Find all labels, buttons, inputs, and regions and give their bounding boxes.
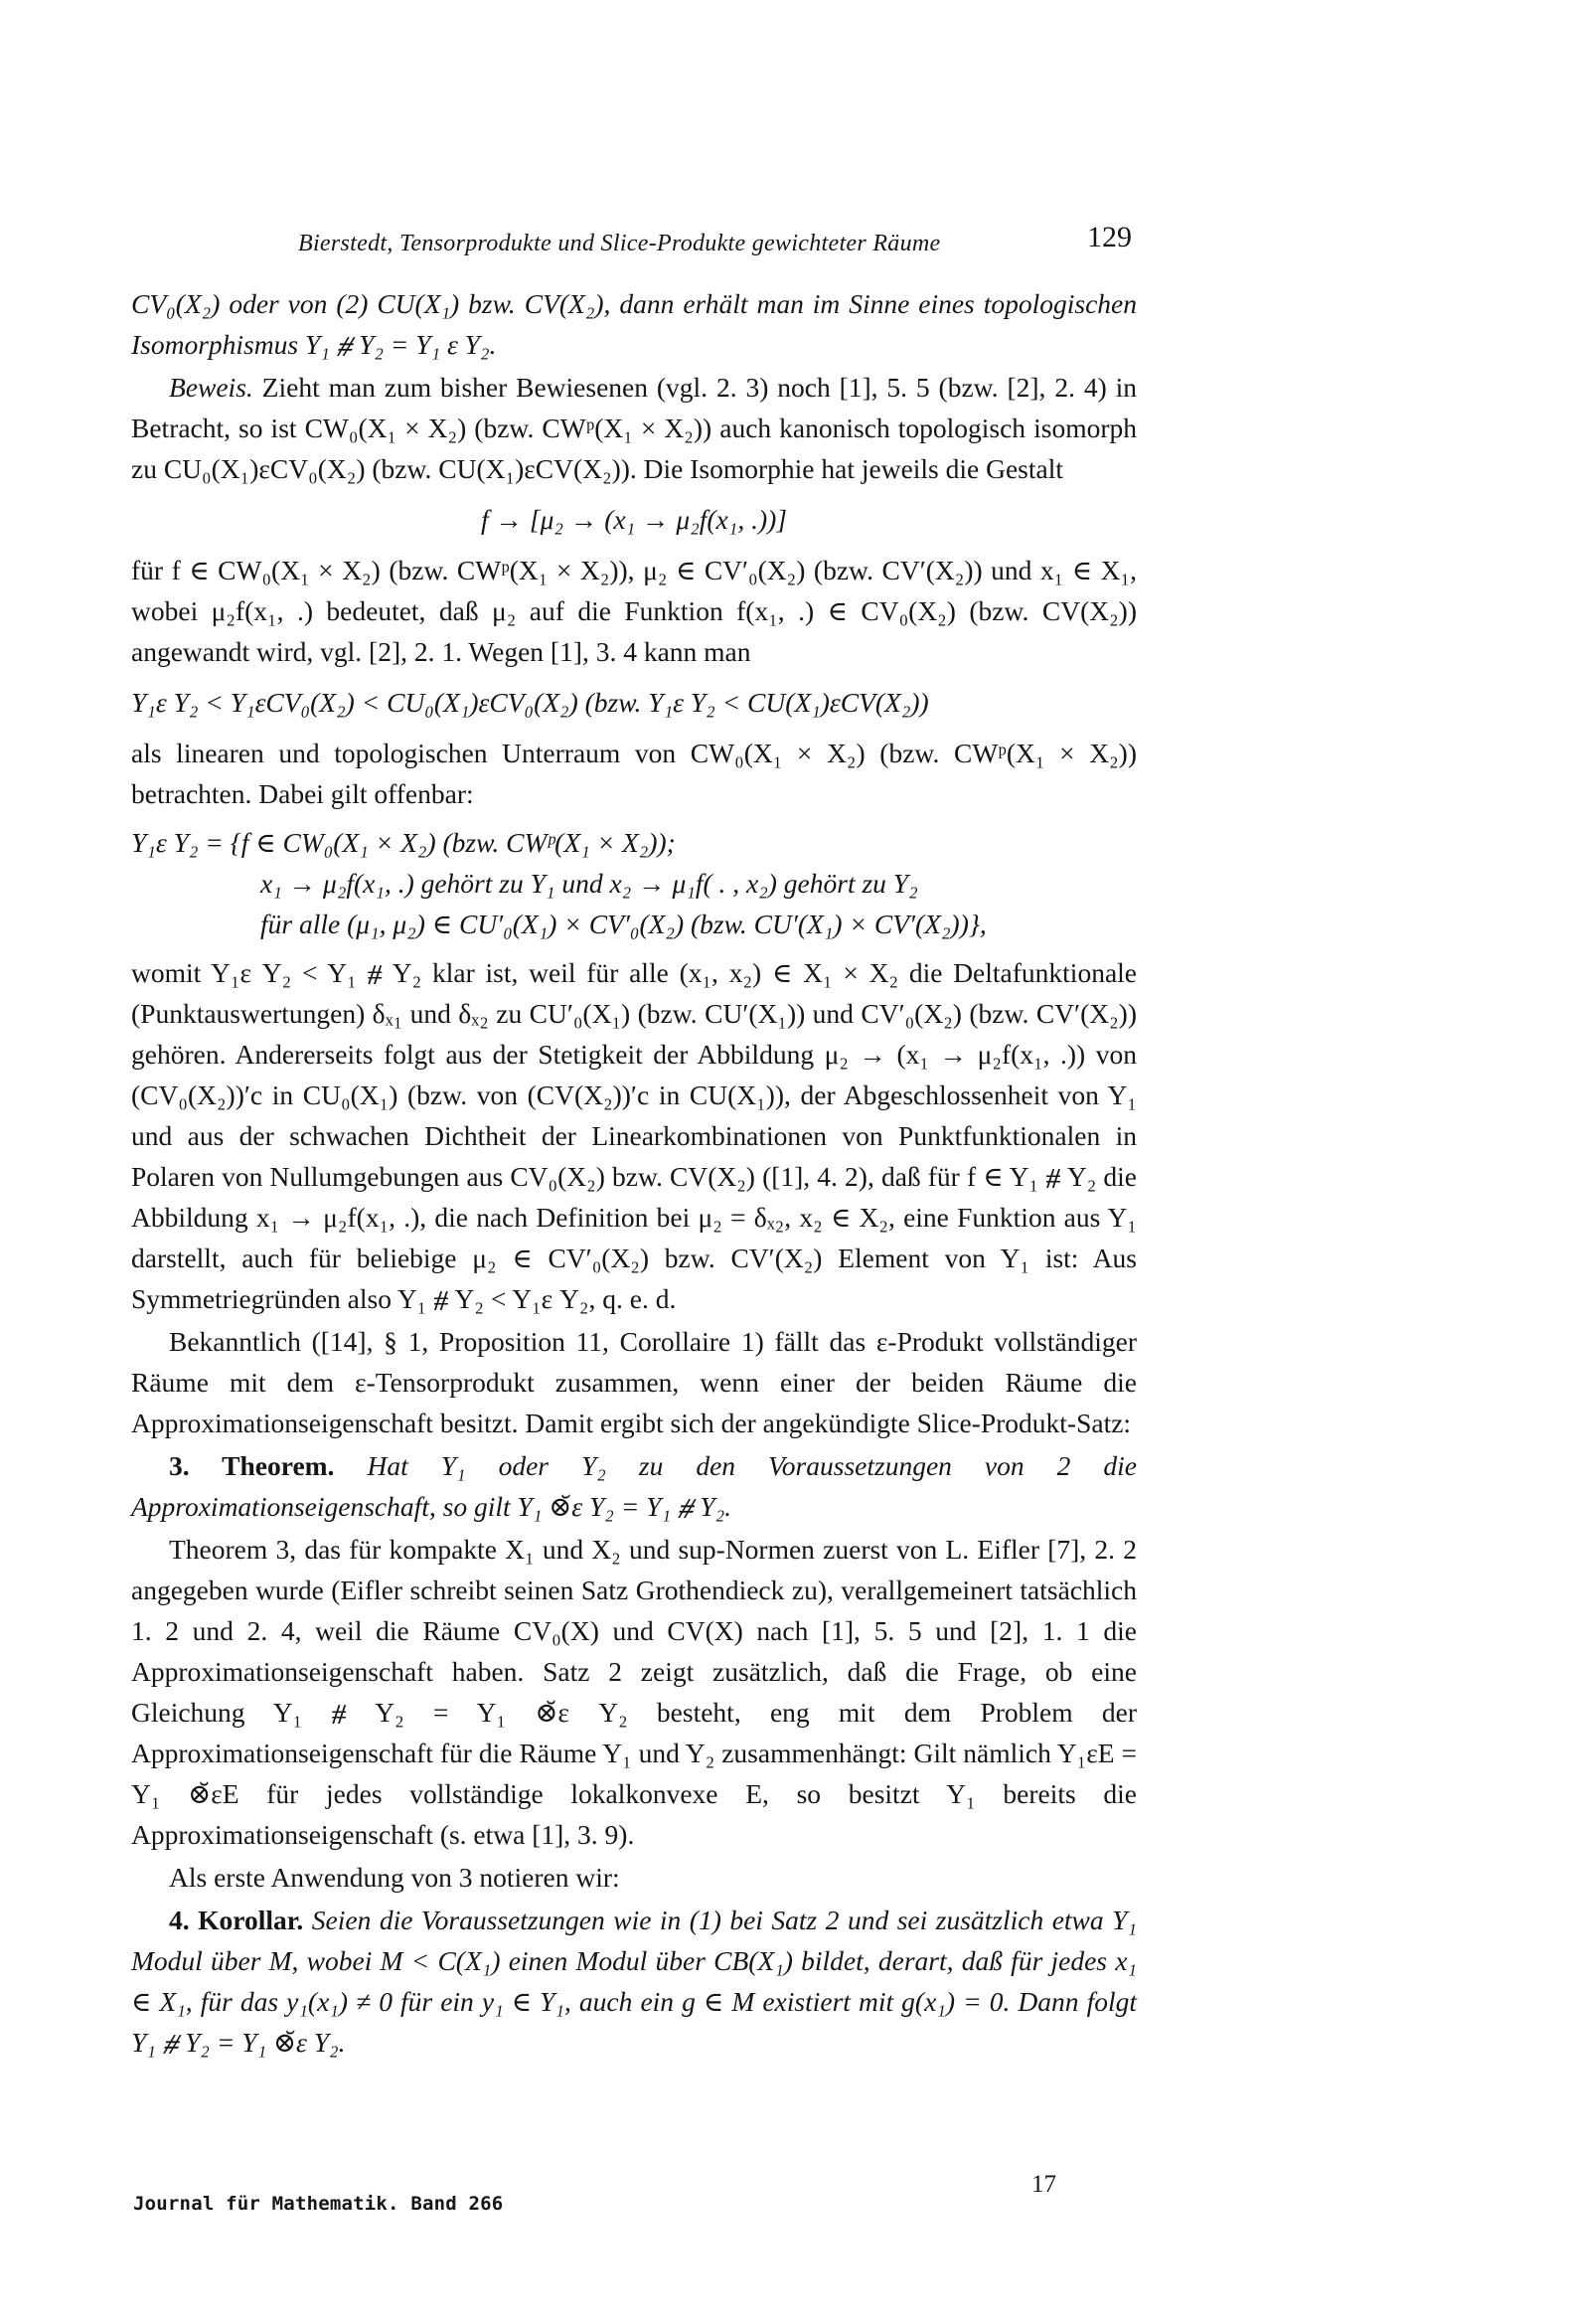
corollary-text: Seien die Voraussetzungen wie in (1) bei Satz 2 und sei zusätzlich etwa Y₁ Modul über M, wobei M < C(X₁) einen Modul über CB(X₁) bildet, derart, daß für jedes x₁ ∈ X₁, für das y₁(x₁) ≠ 0 für ein y₁ ∈ Y₁, auch ein g ∈ M existiert mit g(x₁) = 0. Dann folgt Y₁ ⧣ Y₂ = Y₁ ⊗̆ε Y₂.	[131, 1905, 1137, 2058]
equation-line-2: x₁ → μ₂f(x₁, .) gehört zu Y₁ und x₂ → μ₁f( . , x₂) gehört zu Y₂	[260, 868, 918, 899]
theorem-text: Hat Y₁ oder Y₂ zu den Voraussetzungen von 2 die Approximationseigenschaft, so gilt Y₁ ⊗̆ε Y₂ = Y₁ ⧣ Y₂.	[131, 1450, 1138, 1522]
equation-epsilon-product	[131, 822, 1137, 944]
proof-label: Beweis.	[169, 372, 253, 403]
equation-line-1: Y₁ε Y₂ = {f ∈ CW₀(X₁ × X₂) (bzw. CWᵖ(X₁ × X₂));	[131, 827, 676, 858]
equation-isomorphism: f → [μ₂ → (x₁ → μ₂f(x₁, .))]	[481, 504, 787, 535]
corollary-4	[131, 1900, 1137, 2063]
page-number: 129	[1087, 221, 1132, 253]
journal-footer: Journal für Mathematik. Band 266	[133, 2193, 504, 2215]
paragraph-proof	[131, 367, 1137, 489]
signature-mark: 17	[1031, 2171, 1056, 2198]
proof-text: Zieht man zum bisher Bewiesenen (vgl. 2. 3) noch [1], 5. 5 (bzw. [2], 2. 4) in Betracht, so ist CW₀(X₁ × X₂) (bzw. CWᵖ(X₁ × X₂)) auch kanonisch topologisch isomorph zu CU₀(X₁)εCV₀(X₂) (bzw. CU(X₁)εCV(X₂)). Die Isomorphie hat jeweils die Gestalt	[131, 372, 1138, 484]
corollary-label: 4. Korollar.	[169, 1905, 304, 1935]
paragraph-approximation: Bekanntlich ([14], § 1, Proposition 11, Corollaire 1) fällt das ε-Produkt vollständiger Räume mit dem ε-Tensorprodukt zusammen, wenn einer der beiden Räume die Approximationseigenschaft besitzt. Damit ergibt sich der angekündigte Slice-Produkt-Satz:	[131, 1326, 1137, 1438]
equation-line-3: für alle (μ₁, μ₂) ∈ CU′₀(X₁) × CV′₀(X₂) (bzw. CU′(X₁) × CV′(X₂))},	[260, 909, 987, 939]
paragraph-subspace: als linearen und topologischen Unterraum von CW₀(X₁ × X₂) (bzw. CWᵖ(X₁ × X₂)) betrachten. Dabei gilt offenbar:	[131, 738, 1137, 809]
equation-subspace: Y₁ε Y₂ < Y₁εCV₀(X₂) < CU₀(X₁)εCV₀(X₂) (bzw. Y₁ε Y₂ < CU(X₁)εCV(X₂))	[131, 687, 929, 718]
paragraph-theorem-tail: CV₀(X₂) oder von (2) CU(X₁) bzw. CV(X₂), dann erhält man im Sinne eines topologischen Isomorphismus Y₁ ⧣ Y₂ = Y₁ ε Y₂.	[131, 288, 1137, 360]
main-text	[131, 283, 1137, 2065]
paragraph-application: Als erste Anwendung von 3 notieren wir:	[169, 1862, 620, 1893]
theorem-label: 3. Theorem.	[169, 1450, 335, 1481]
paragraph-argument: womit Y₁ε Y₂ < Y₁ ⧣ Y₂ klar ist, weil für alle (x₁, x₂) ∈ X₁ × X₂ die Deltafunktionale (Punktauswertungen) δₓ₁ und δₓ₂ zu CU′₀(X₁) (bzw. CU′(X₁)) und CV′₀(X₂) (bzw. CV′(X₂)) gehören. Andererseits folgt aus der Stetigkeit der Abbildung μ₂ → (x₁ → μ₂f(x₁, .)) von (CV₀(X₂))′c in CU₀(X₁) (bzw. von (CV(X₂))′c in CU(X₁)), der Abgeschlossenheit von Y₁ und aus der schwachen Dichtheit der Linearkombinationen von Punktfunktionalen in Polaren von Nullumgebungen aus CV₀(X₂) bzw. CV(X₂) ([1], 4. 2), daß für f ∈ Y₁ ⧣ Y₂ die Abbildung x₁ → μ₂f(x₁, .), die nach Definition bei μ₂ = δₓ₂, x₂ ∈ X₂, eine Funktion aus Y₁ darstellt, auch für beliebige μ₂ ∈ CV′₀(X₂) bzw. CV′(X₂) Element von Y₁ ist: Aus Symmetriegründen also Y₁ ⧣ Y₂ < Y₁ε Y₂, q. e. d.	[131, 957, 1137, 1314]
running-head: Bierstedt, Tensorprodukte und Slice-Produkte gewichteter Räume	[298, 231, 941, 256]
theorem-3	[131, 1445, 1137, 1527]
paragraph-definition: für f ∈ CW₀(X₁ × X₂) (bzw. CWᵖ(X₁ × X₂)), μ₂ ∈ CV′₀(X₂) (bzw. CV′(X₂)) und x₁ ∈ X₁, wobei μ₂f(x₁, .) bedeutet, daß μ₂ auf die Funktion f(x₁, .) ∈ CV₀(X₂) (bzw. CV(X₂)) angewandt wird, vgl. [2], 2. 1. Wegen [1], 3. 4 kann man	[131, 555, 1137, 667]
paragraph-remarks: Theorem 3, das für kompakte X₁ und X₂ und sup-Normen zuerst von L. Eifler [7], 2. 2 angegeben wurde (Eifler schreibt seinen Satz Grothendieck zu), verallgemeinert tatsächlich 1. 2 und 2. 4, weil die Räume CV₀(X) und CV(X) nach [1], 5. 5 und [2], 1. 1 die Approximationseigenschaft haben. Satz 2 zeigt zusätzlich, daß die Frage, ob eine Gleichung Y₁ ⧣ Y₂ = Y₁ ⊗̆ε Y₂ besteht, eng mit dem Problem der Approximationseigenschaft für die Räume Y₁ und Y₂ zusammenhängt: Gilt nämlich Y₁εE = Y₁ ⊗̆εE für jedes vollständige lokalkonvexe E, so besitzt Y₁ bereits die Approximationseigenschaft (s. etwa [1], 3. 9).	[131, 1534, 1137, 1850]
